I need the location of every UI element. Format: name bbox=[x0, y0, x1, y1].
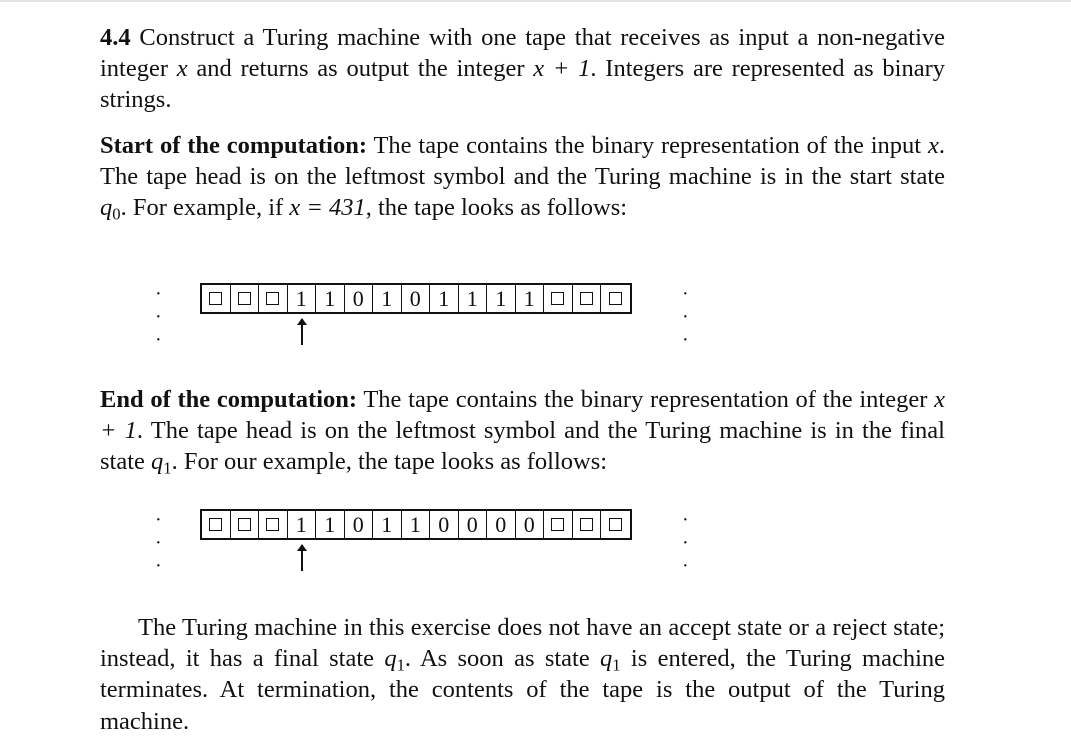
state-subscript: 1 bbox=[612, 655, 621, 675]
blank-symbol bbox=[580, 292, 593, 305]
tape-cell: 1 bbox=[430, 285, 459, 312]
tape-cell: 0 bbox=[459, 511, 488, 538]
tape-head-arrow bbox=[301, 545, 303, 571]
blank-symbol bbox=[266, 292, 279, 305]
start-text-3: . For example, if bbox=[120, 194, 290, 222]
tape-cell: 0 bbox=[487, 511, 516, 538]
tape-cell bbox=[573, 285, 602, 312]
tape-cell: 1 bbox=[288, 285, 317, 312]
left-ellipsis: · · · bbox=[155, 509, 165, 577]
blank-symbol bbox=[551, 518, 564, 531]
right-ellipsis: · · · bbox=[682, 509, 692, 577]
tape-cell: 1 bbox=[316, 285, 345, 312]
blank-symbol bbox=[238, 518, 251, 531]
end-text-3: . For our example, the tape looks as follows: bbox=[171, 448, 608, 476]
blank-symbol bbox=[609, 292, 622, 305]
tape-head-arrow bbox=[301, 319, 303, 345]
tape-cell bbox=[202, 511, 231, 538]
state-subscript: 0 bbox=[112, 205, 121, 225]
note-text-1: The Turing machine in this exercise does not have an accept state or a reject state; instead, it has a final state bbox=[100, 614, 945, 673]
tape-cell bbox=[544, 285, 573, 312]
tape-cell: 1 bbox=[316, 511, 345, 538]
note-text-2: . As soon as state bbox=[404, 645, 601, 673]
tape-cell: 1 bbox=[288, 511, 317, 538]
end-text-1: The tape contains the binary representation of the integer bbox=[357, 386, 935, 413]
state-symbol: q bbox=[600, 645, 613, 673]
math-x: x bbox=[928, 132, 939, 159]
statement-text-2: and returns as output the integer bbox=[187, 55, 534, 83]
math-x: x bbox=[176, 55, 188, 83]
tape-cell: 0 bbox=[345, 285, 374, 312]
tape-cell: 0 bbox=[430, 511, 459, 538]
tape-cell bbox=[231, 285, 260, 312]
tape-cell bbox=[544, 511, 573, 538]
blank-symbol bbox=[209, 518, 222, 531]
blank-symbol bbox=[238, 292, 251, 305]
page-top-border bbox=[0, 0, 1071, 2]
state-symbol: q bbox=[384, 645, 397, 673]
blank-symbol bbox=[580, 518, 593, 531]
start-text-1: The tape contains the binary representation of the input bbox=[367, 132, 928, 159]
tape-cell: 0 bbox=[402, 285, 431, 312]
start-text-2: . The tape head is on the leftmost symbol and the Turing machine is in the start state bbox=[100, 132, 945, 191]
left-ellipsis: · · · bbox=[155, 283, 165, 351]
math-equation: x = 431 bbox=[289, 194, 366, 222]
state-symbol: q bbox=[100, 194, 113, 222]
exercise-number: 4.4 bbox=[100, 24, 131, 51]
tape-cell: 0 bbox=[516, 511, 545, 538]
end-paragraph bbox=[100, 384, 945, 478]
state-symbol: q bbox=[151, 448, 164, 476]
tape-cell: 0 bbox=[345, 511, 374, 538]
blank-symbol bbox=[266, 518, 279, 531]
note-text-3: is entered, the Turing machine terminates. At termination, the contents of the tape is the output of the Turing machine. bbox=[100, 645, 945, 735]
start-text-4: , the tape looks as follows: bbox=[365, 194, 628, 222]
tape-cell: 1 bbox=[402, 511, 431, 538]
right-ellipsis: · · · bbox=[682, 283, 692, 351]
tape-cell bbox=[601, 285, 630, 312]
tape-cell bbox=[259, 511, 288, 538]
tape-cells bbox=[200, 283, 632, 314]
tape-cell bbox=[259, 285, 288, 312]
math-x-plus-one: x + 1 bbox=[533, 55, 591, 83]
tape-cell: 1 bbox=[373, 285, 402, 312]
statement-text-3: . Integers are represented as binary strings. bbox=[100, 55, 945, 114]
math-x-plus-one: x + 1 bbox=[100, 386, 945, 445]
start-paragraph bbox=[100, 130, 945, 224]
tape-cell bbox=[231, 511, 260, 538]
state-subscript: 1 bbox=[163, 459, 172, 479]
tape-cell: 1 bbox=[373, 511, 402, 538]
blank-symbol bbox=[609, 518, 622, 531]
tape-cell: 1 bbox=[516, 285, 545, 312]
note-paragraph bbox=[100, 612, 945, 737]
tape-cell bbox=[202, 285, 231, 312]
tape-cell bbox=[573, 511, 602, 538]
start-heading: Start of the computation: bbox=[100, 132, 367, 159]
end-heading: End of the computation: bbox=[100, 386, 358, 413]
blank-symbol bbox=[209, 292, 222, 305]
state-subscript: 1 bbox=[396, 655, 405, 675]
end-text-2: . The tape head is on the leftmost symbol and the Turing machine is in the final state bbox=[100, 417, 945, 476]
tape-cell: 1 bbox=[487, 285, 516, 312]
tape-cell: 1 bbox=[459, 285, 488, 312]
statement-text-1: Construct a Turing machine with one tape that receives as input a non-negative integer bbox=[100, 24, 946, 83]
blank-symbol bbox=[551, 292, 564, 305]
tape-cells bbox=[200, 509, 632, 540]
exercise-statement bbox=[100, 22, 945, 116]
tape-cell bbox=[601, 511, 630, 538]
